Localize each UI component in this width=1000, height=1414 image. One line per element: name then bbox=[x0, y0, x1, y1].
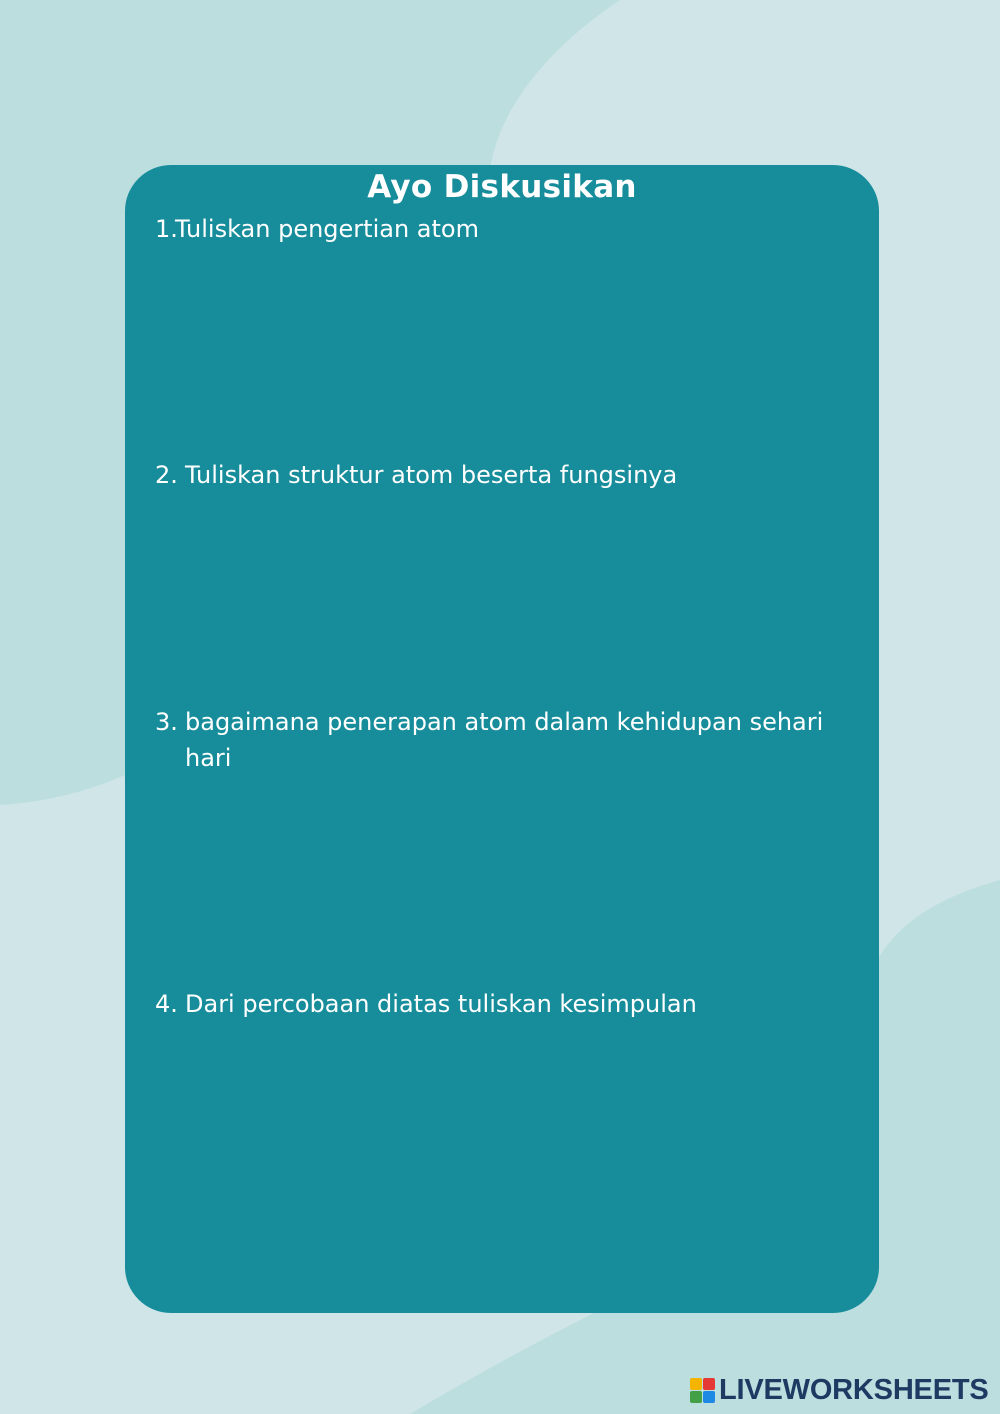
logo-square bbox=[690, 1391, 702, 1403]
question-1 bbox=[155, 211, 855, 247]
question-text: Dari percobaan diatas tuliskan kesimpulan bbox=[185, 990, 697, 1018]
logo-square bbox=[703, 1391, 715, 1403]
question-text: Tuliskan struktur atom beserta fungsinya bbox=[185, 461, 678, 489]
question-text: bagaimana penerapan atom dalam kehidupan sehari hari bbox=[185, 708, 824, 772]
question-number: 1. bbox=[155, 215, 178, 243]
question-number: 4. bbox=[155, 990, 178, 1018]
question-2 bbox=[155, 457, 855, 493]
logo-square bbox=[690, 1378, 702, 1390]
question-number: 3. bbox=[155, 708, 178, 736]
question-3 bbox=[155, 704, 865, 776]
brand-label: LIVEWORKSHEETS bbox=[719, 1373, 989, 1406]
discussion-card bbox=[125, 165, 879, 1313]
question-text: Tuliskan pengertian atom bbox=[175, 215, 479, 243]
liveworksheets-brand[interactable] bbox=[690, 1374, 989, 1406]
liveworksheets-logo-icon bbox=[690, 1378, 715, 1403]
worksheet-title: Ayo Diskusikan bbox=[367, 169, 637, 205]
question-number: 2. bbox=[155, 461, 178, 489]
question-4 bbox=[155, 986, 855, 1022]
logo-square bbox=[703, 1378, 715, 1390]
